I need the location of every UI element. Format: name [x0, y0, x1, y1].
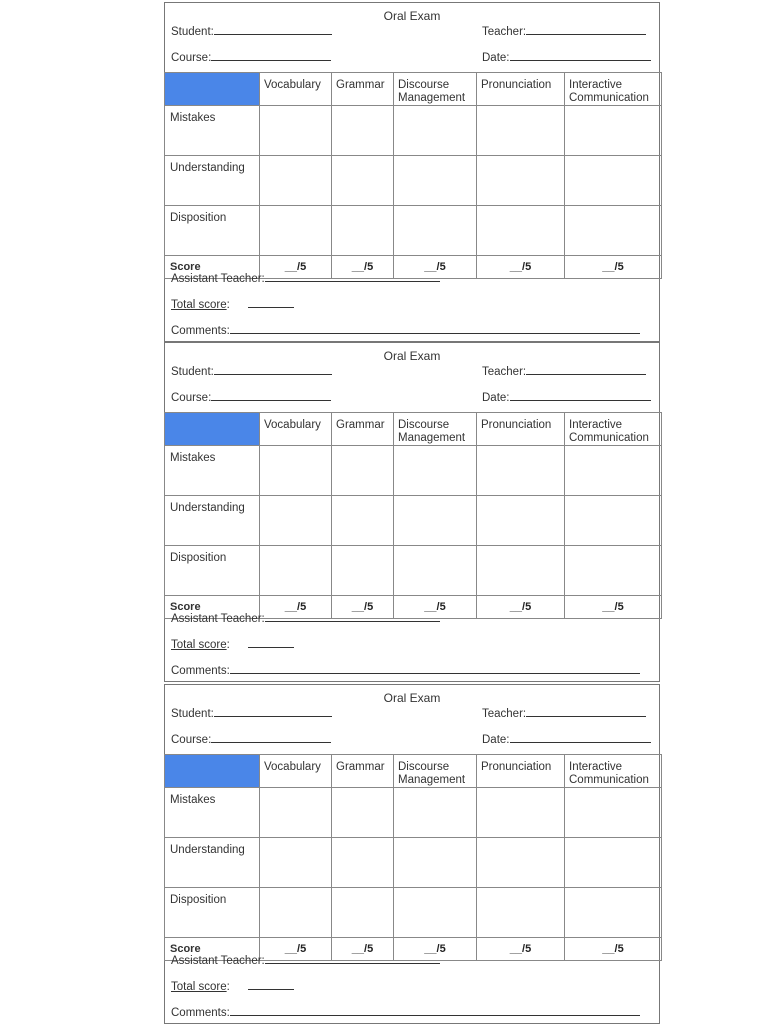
comments-label: Comments:	[171, 665, 230, 677]
rubric-cell[interactable]	[332, 888, 394, 938]
teacher-field	[482, 706, 646, 720]
table-row	[165, 206, 662, 256]
rubric-cell[interactable]	[565, 838, 662, 888]
score-label: Score	[165, 938, 260, 961]
rubric-cell[interactable]	[477, 106, 565, 156]
column-header: Vocabulary	[260, 755, 332, 788]
corner-cell	[165, 755, 260, 788]
course-input-line[interactable]	[211, 732, 331, 743]
row-label: Mistakes	[165, 106, 260, 156]
table-row	[165, 838, 662, 888]
form-title: Oral Exam	[383, 9, 441, 23]
course-label: Course:	[171, 392, 212, 404]
header-row	[165, 413, 662, 446]
rubric-cell[interactable]	[394, 106, 477, 156]
rubric-table	[164, 412, 662, 619]
corner-cell	[165, 413, 260, 446]
total-score-colon: :	[226, 299, 230, 311]
rubric-cell[interactable]	[260, 156, 332, 206]
column-header: Pronunciation	[477, 755, 565, 788]
course-input-line[interactable]	[211, 390, 331, 401]
table-row	[165, 496, 662, 546]
teacher-label: Teacher:	[482, 708, 527, 720]
student-input-line[interactable]	[214, 364, 332, 375]
rubric-cell[interactable]	[332, 838, 394, 888]
assistant-teacher-label: Assistant Teacher:	[171, 613, 265, 625]
rubric-cell[interactable]	[394, 206, 477, 256]
column-header: Pronunciation	[477, 413, 565, 446]
score-cell[interactable]: __/5	[477, 596, 565, 619]
rubric-cell[interactable]	[477, 156, 565, 206]
student-field	[171, 364, 332, 378]
comments-field	[171, 663, 640, 677]
teacher-label: Teacher:	[482, 366, 527, 378]
score-cell[interactable]: __/5	[394, 938, 477, 961]
rubric-table	[164, 72, 662, 279]
course-label: Course:	[171, 734, 212, 746]
score-cell[interactable]: __/5	[332, 596, 394, 619]
score-label: Score	[165, 596, 260, 619]
total-score-label: Total score	[171, 299, 227, 311]
course-field	[171, 390, 331, 404]
teacher-input-line[interactable]	[526, 24, 646, 35]
date-label: Date:	[482, 734, 510, 746]
corner-cell	[165, 73, 260, 106]
comments-input-line[interactable]	[230, 323, 640, 334]
form-title: Oral Exam	[383, 691, 441, 705]
assistant-teacher-label: Assistant Teacher:	[171, 273, 265, 285]
rubric-cell[interactable]	[477, 788, 565, 838]
rubric-cell[interactable]	[332, 546, 394, 596]
rubric-cell[interactable]	[477, 496, 565, 546]
column-header: Vocabulary	[260, 73, 332, 106]
rubric-cell[interactable]	[260, 546, 332, 596]
row-label: Mistakes	[165, 446, 260, 496]
column-header: Interactive Communication	[565, 413, 662, 446]
comments-field	[171, 323, 640, 337]
score-cell[interactable]: __/5	[565, 938, 662, 961]
header-row	[165, 755, 662, 788]
row-label: Mistakes	[165, 788, 260, 838]
rubric-cell[interactable]	[260, 106, 332, 156]
table-row	[165, 546, 662, 596]
score-cell[interactable]: __/5	[565, 596, 662, 619]
teacher-input-line[interactable]	[526, 706, 646, 717]
rubric-cell[interactable]	[260, 838, 332, 888]
date-field	[482, 732, 651, 746]
score-label: Score	[165, 256, 260, 279]
score-cell[interactable]: __/5	[260, 938, 332, 961]
teacher-field	[482, 24, 646, 38]
row-label: Disposition	[165, 546, 260, 596]
column-header: Interactive Communication	[565, 755, 662, 788]
rubric-cell[interactable]	[565, 156, 662, 206]
comments-field	[171, 1005, 640, 1019]
score-cell[interactable]: __/5	[332, 256, 394, 279]
rubric-cell[interactable]	[332, 496, 394, 546]
table-row	[165, 106, 662, 156]
comments-input-line[interactable]	[230, 1005, 640, 1016]
total-score-input-line[interactable]	[248, 979, 294, 990]
score-cell[interactable]: __/5	[260, 596, 332, 619]
date-input-line[interactable]	[510, 50, 651, 61]
column-header: Grammar	[332, 755, 394, 788]
column-header: Pronunciation	[477, 73, 565, 106]
score-cell[interactable]: __/5	[477, 256, 565, 279]
column-header: Discourse Management	[394, 413, 477, 446]
column-header: Discourse Management	[394, 755, 477, 788]
rubric-cell[interactable]	[260, 206, 332, 256]
table-row	[165, 788, 662, 838]
course-input-line[interactable]	[211, 50, 331, 61]
comments-label: Comments:	[171, 325, 230, 337]
score-cell[interactable]: __/5	[394, 256, 477, 279]
rubric-cell[interactable]	[332, 206, 394, 256]
rubric-cell[interactable]	[477, 888, 565, 938]
rubric-cell[interactable]	[565, 788, 662, 838]
table-row	[165, 156, 662, 206]
rubric-cell[interactable]	[260, 888, 332, 938]
total-score-colon: :	[226, 981, 230, 993]
date-field	[482, 390, 651, 404]
student-label: Student:	[171, 366, 214, 378]
rubric-cell[interactable]	[260, 446, 332, 496]
table-row	[165, 888, 662, 938]
date-label: Date:	[482, 392, 510, 404]
column-header: Discourse Management	[394, 73, 477, 106]
assistant-teacher-input-line[interactable]	[265, 953, 440, 964]
rubric-cell[interactable]	[394, 546, 477, 596]
total-score-input-line[interactable]	[248, 637, 294, 648]
rubric-cell[interactable]	[332, 106, 394, 156]
total-score-field	[171, 297, 294, 311]
column-header: Grammar	[332, 413, 394, 446]
row-label: Understanding	[165, 156, 260, 206]
course-label: Course:	[171, 52, 212, 64]
course-field	[171, 732, 331, 746]
form-title: Oral Exam	[383, 349, 441, 363]
rubric-cell[interactable]	[394, 446, 477, 496]
comments-input-line[interactable]	[230, 663, 640, 674]
column-header: Grammar	[332, 73, 394, 106]
row-label: Understanding	[165, 496, 260, 546]
score-cell[interactable]: __/5	[565, 256, 662, 279]
assistant-teacher-field	[171, 953, 440, 967]
rubric-cell[interactable]	[477, 446, 565, 496]
rubric-cell[interactable]	[565, 206, 662, 256]
assistant-teacher-label: Assistant Teacher:	[171, 955, 265, 967]
total-score-label: Total score	[171, 639, 227, 651]
student-label: Student:	[171, 708, 214, 720]
rubric-cell[interactable]	[332, 788, 394, 838]
student-field	[171, 706, 332, 720]
oral-exam-form	[164, 684, 660, 1024]
assistant-teacher-field	[171, 611, 440, 625]
student-label: Student:	[171, 26, 214, 38]
rubric-cell[interactable]	[260, 788, 332, 838]
date-input-line[interactable]	[510, 390, 651, 401]
score-cell[interactable]: __/5	[394, 596, 477, 619]
rubric-cell[interactable]	[477, 838, 565, 888]
course-field	[171, 50, 331, 64]
teacher-label: Teacher:	[482, 26, 527, 38]
date-label: Date:	[482, 52, 510, 64]
oral-exam-form	[164, 2, 660, 342]
rubric-cell[interactable]	[394, 788, 477, 838]
rubric-cell[interactable]	[477, 206, 565, 256]
rubric-cell[interactable]	[565, 446, 662, 496]
total-score-label: Total score	[171, 981, 227, 993]
rubric-cell[interactable]	[565, 106, 662, 156]
rubric-cell[interactable]	[394, 496, 477, 546]
row-label: Understanding	[165, 838, 260, 888]
total-score-colon: :	[226, 639, 230, 651]
student-input-line[interactable]	[214, 706, 332, 717]
score-cell[interactable]: __/5	[332, 938, 394, 961]
score-cell[interactable]: __/5	[260, 256, 332, 279]
rubric-cell[interactable]	[260, 496, 332, 546]
total-score-field	[171, 979, 294, 993]
total-score-field	[171, 637, 294, 651]
comments-label: Comments:	[171, 1007, 230, 1019]
total-score-input-line[interactable]	[248, 297, 294, 308]
rubric-cell[interactable]	[565, 496, 662, 546]
assistant-teacher-field	[171, 271, 440, 285]
rubric-cell[interactable]	[565, 546, 662, 596]
date-field	[482, 50, 651, 64]
column-header: Vocabulary	[260, 413, 332, 446]
student-field	[171, 24, 332, 38]
student-input-line[interactable]	[214, 24, 332, 35]
assistant-teacher-input-line[interactable]	[265, 611, 440, 622]
table-row	[165, 446, 662, 496]
rubric-cell[interactable]	[394, 156, 477, 206]
rubric-table	[164, 754, 662, 961]
teacher-field	[482, 364, 646, 378]
row-label: Disposition	[165, 888, 260, 938]
teacher-input-line[interactable]	[526, 364, 646, 375]
row-label: Disposition	[165, 206, 260, 256]
date-input-line[interactable]	[510, 732, 651, 743]
assistant-teacher-input-line[interactable]	[265, 271, 440, 282]
oral-exam-form	[164, 342, 660, 682]
rubric-cell[interactable]	[332, 446, 394, 496]
rubric-cell[interactable]	[565, 888, 662, 938]
rubric-cell[interactable]	[477, 546, 565, 596]
rubric-cell[interactable]	[394, 838, 477, 888]
rubric-cell[interactable]	[394, 888, 477, 938]
score-cell[interactable]: __/5	[477, 938, 565, 961]
header-row	[165, 73, 662, 106]
rubric-cell[interactable]	[332, 156, 394, 206]
column-header: Interactive Communication	[565, 73, 662, 106]
